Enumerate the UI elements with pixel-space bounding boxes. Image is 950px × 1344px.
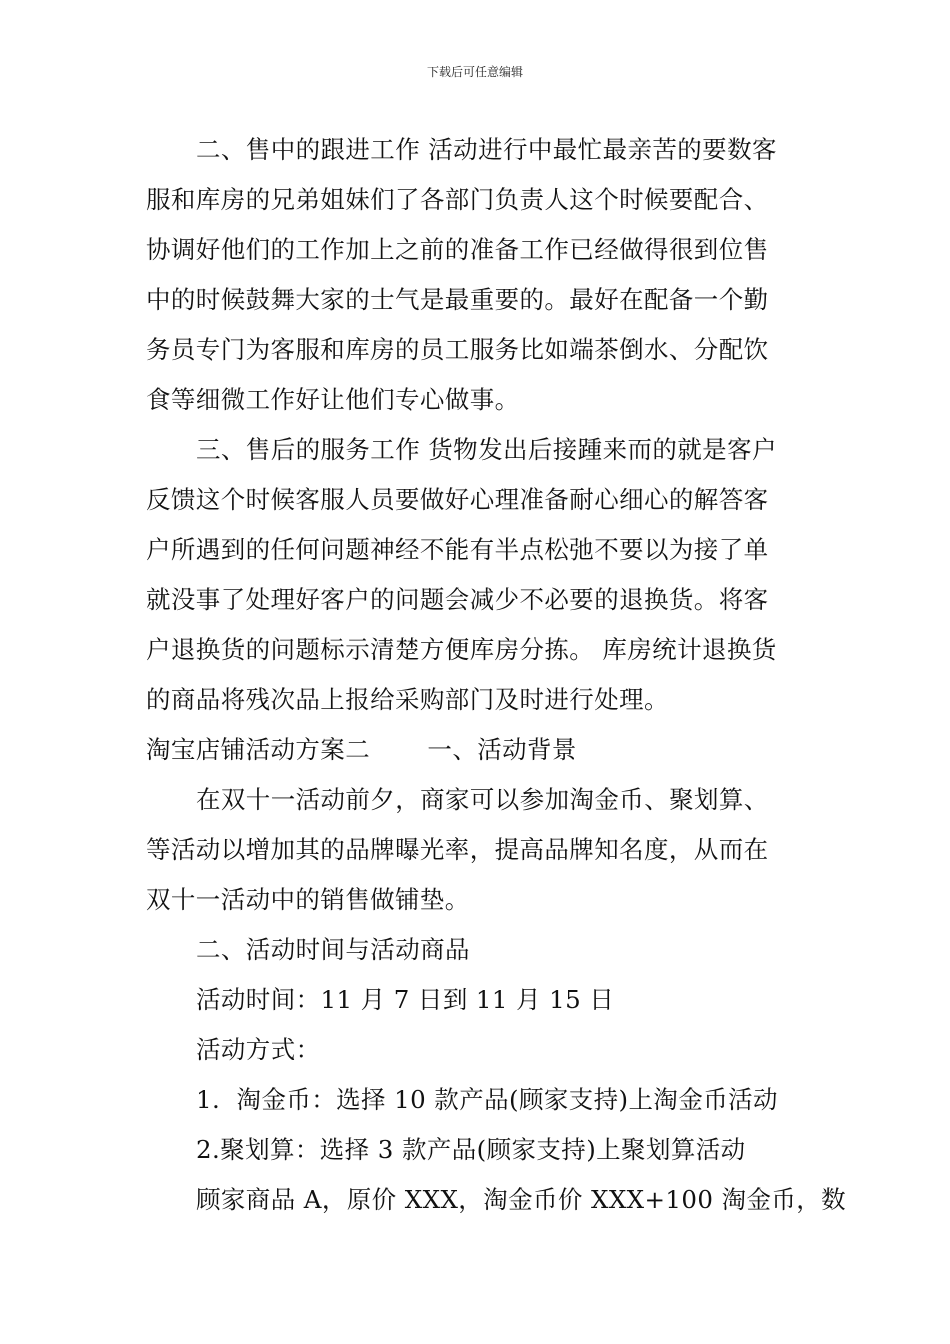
- paragraph-line: 二、售中的跟进工作 活动进行中最忙最亲苦的要数客: [196, 135, 777, 164]
- paragraph-line: 三、售后的服务工作 货物发出后接踵来而的就是客户: [196, 435, 777, 464]
- list-item: 2.聚划算：选择 3 款产品(顾家支持)上聚划算活动: [196, 1135, 746, 1164]
- paragraph-line: 反馈这个时候客服人员要做好心理准备耐心细心的解答客: [146, 485, 769, 514]
- paragraph-line: 户退换货的问题标示清楚方便库房分拣。 库房统计退换货: [146, 635, 777, 664]
- list-item: 1. 淘金币：选择 10 款产品(顾家支持)上淘金币活动: [196, 1085, 778, 1114]
- paragraph-line: 务员专门为客服和库房的员工服务比如端茶倒水、分配饮: [146, 335, 769, 364]
- paragraph-line: 服和库房的兄弟姐妹们了各部门负责人这个时候要配合、: [146, 185, 769, 214]
- header-note: 下载后可任意编辑: [426, 65, 523, 79]
- paragraph-line: 中的时候鼓舞大家的士气是最重要的。最好在配备一个勤: [146, 285, 769, 314]
- paragraph-line: 活动方式：: [196, 1035, 321, 1064]
- paragraph-line: 协调好他们的工作加上之前的准备工作已经做得很到位售: [146, 235, 769, 264]
- paragraph-line: 在双十一活动前夕，商家可以参加淘金币、聚划算、: [196, 785, 769, 814]
- paragraph-line: 活动时间：11 月 7 日到 11 月 15 日: [196, 985, 615, 1014]
- paragraph-line: 食等细微工作好让他们专心做事。: [146, 385, 520, 414]
- paragraph-line: 就没事了处理好客户的问题会减少不必要的退换货。将客: [146, 585, 769, 614]
- paragraph-line: 户所遇到的任何问题神经不能有半点松弛不要以为接了单: [146, 535, 769, 564]
- section-heading: 二、活动时间与活动商品: [196, 935, 470, 964]
- paragraph-line: 的商品将残次品上报给采购部门及时进行处理。: [146, 685, 669, 714]
- paragraph-line: 顾家商品 A，原价 XXX，淘金币价 XXX+100 淘金币，数: [196, 1185, 847, 1214]
- paragraph-line: 等活动以增加其的品牌曝光率，提高品牌知名度，从而在: [146, 835, 769, 864]
- paragraph-line: 双十一活动中的销售做铺垫。: [146, 885, 470, 914]
- section-heading: 淘宝店铺活动方案二 一、活动背景: [146, 735, 577, 764]
